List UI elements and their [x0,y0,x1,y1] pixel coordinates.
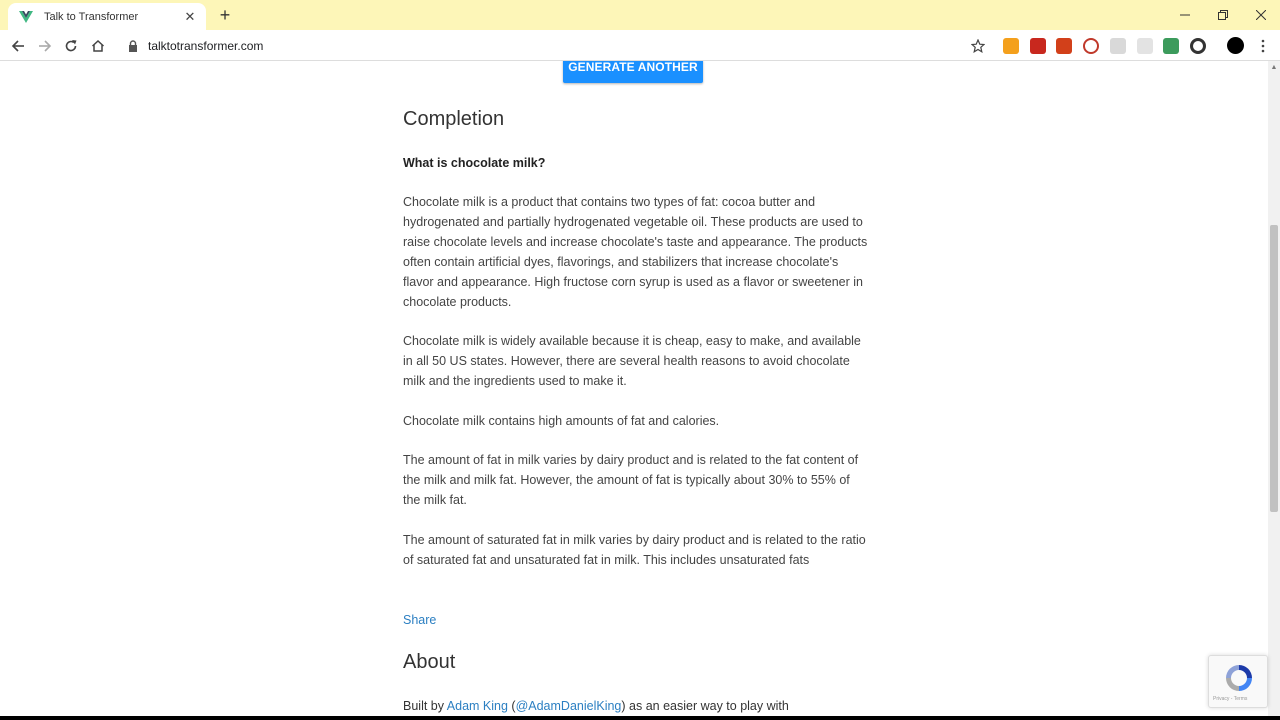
extension-8-icon[interactable] [1190,38,1206,54]
url-text: talktotransformer.com [148,39,264,53]
recaptcha-badge[interactable] [1208,655,1268,708]
minimize-icon[interactable] [1166,0,1204,30]
menu-kebab-icon[interactable] [1252,35,1274,57]
bookmark-star-icon[interactable] [967,35,989,57]
window-titlebar [0,0,1280,30]
recaptcha-terms[interactable]: Privacy - Terms [1213,696,1248,702]
tab-title: Talk to Transformer [44,10,139,23]
scroll-up-arrow-icon[interactable]: ▲ [1270,64,1278,71]
extension-1-icon[interactable] [1003,38,1019,54]
extension-4-icon[interactable] [1083,38,1099,54]
tab-close-icon[interactable]: ✕ [184,8,196,24]
about-prefix: Built by [403,699,447,713]
restore-icon[interactable] [1204,0,1242,30]
prompt-question: What is chocolate milk? [403,156,546,170]
completion-paragraph-4: The amount of fat in milk varies by dairy product and is related to the fat content of the milk and milk fat. However, the amount of fat is typically about 30% to 55% of the milk fat. [403,453,859,507]
extension-5-icon[interactable] [1110,38,1126,54]
recaptcha-logo-icon [1223,662,1255,694]
generate-another-button[interactable]: GENERATE ANOTHER [563,61,703,83]
extension-7-icon[interactable] [1163,38,1179,54]
page-viewport [0,61,1268,720]
about-paren: ( [507,699,516,713]
extension-3-icon[interactable] [1056,38,1072,54]
back-icon[interactable] [7,35,29,57]
lock-icon [126,39,140,53]
completion-paragraph-1: Chocolate milk is a product that contains two types of fat: cocoa butter and hydrogenated and partially hydrogenated vegetable oil. These products are used to raise chocolate levels and increase chocolate's taste and appearance. The products often contain artificial dyes, flavorings, and stabilizers that increase chocolate's flavor and appearance. High fructose corn syrup is used as a flavor or sweetener in chocolate products. [403,195,868,309]
twitter-handle-link[interactable]: @AdamDanielKing [515,699,622,713]
home-icon[interactable] [87,35,109,57]
browser-toolbar [0,30,1280,61]
completion-heading: Completion [403,108,505,130]
browser-tab[interactable] [8,3,206,30]
about-suffix: ) as an easier way to play with [621,699,789,713]
profile-avatar[interactable] [1227,37,1244,54]
scrollbar-thumb[interactable] [1270,225,1278,512]
forward-icon[interactable] [34,35,56,57]
completion-paragraph-2: Chocolate milk is widely available because it is cheap, easy to make, and available in all 50 US states. However, there are several health reasons to avoid chocolate milk and the ingredients used to make it. [403,334,861,388]
completion-paragraph-3: Chocolate milk contains high amounts of fat and calories. [403,414,720,428]
bottom-edge [0,716,1280,720]
close-window-icon[interactable] [1242,0,1280,30]
vue-favicon-icon [18,9,34,25]
reload-icon[interactable] [60,35,82,57]
completion-paragraph-5: The amount of saturated fat in milk varies by dairy product and is related to the ratio of saturated fat and unsaturated fat in milk. This includes unsaturated fats [403,533,866,567]
address-bar[interactable] [118,33,998,59]
author-link[interactable]: Adam King [446,699,508,713]
about-text [403,699,789,713]
extension-2-icon[interactable] [1030,38,1046,54]
new-tab-button[interactable]: + [219,5,231,25]
about-heading: About [403,651,456,673]
share-link[interactable]: Share [403,613,437,627]
extension-6-icon[interactable] [1137,38,1153,54]
